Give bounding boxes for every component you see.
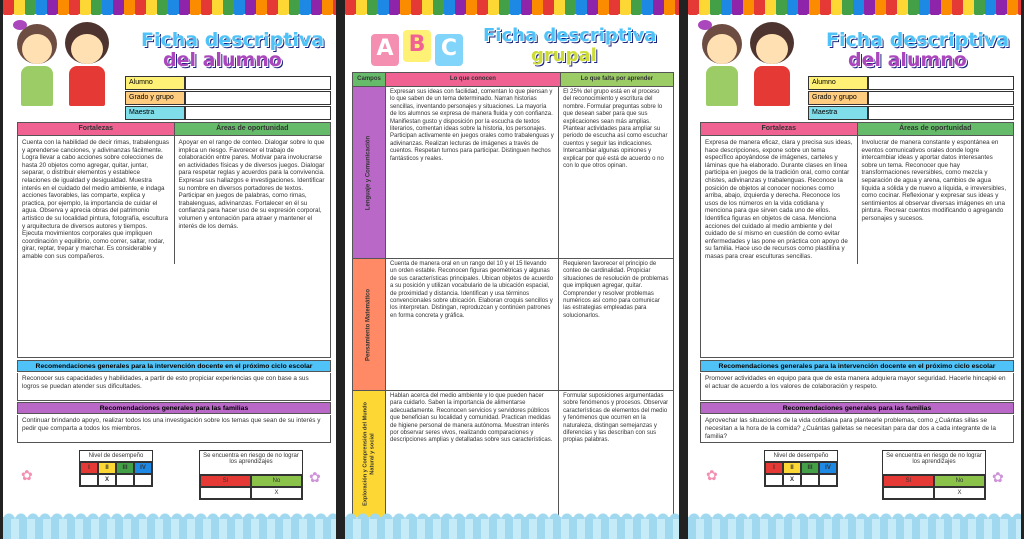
falta-header: Lo que falta por aprender <box>561 73 673 86</box>
student-sheet-left <box>3 0 336 539</box>
info-label-maestra: Maestra <box>808 106 868 120</box>
group-sheet <box>345 0 679 539</box>
oportunidad-header: Áreas de oportunidad <box>857 123 1014 136</box>
abc-block-c: C <box>435 34 463 66</box>
bunting-decoration <box>3 0 336 15</box>
nivel-i: I <box>765 462 783 474</box>
table-row <box>353 259 673 391</box>
nivel-label: Nivel de desempeño <box>764 450 838 461</box>
fortalezas-header: Fortalezas <box>701 123 857 136</box>
campos-header: Campos <box>353 73 386 86</box>
nivel-cell[interactable] <box>765 474 783 486</box>
nivel-i: I <box>80 462 98 474</box>
rec-docente-text: Promover actividades en equipo para que de esta manera adquiera mayor seguridad. Hacerle hincapié en el actuar de acuerdo a los valores de colaboración y respeto. <box>700 373 1014 401</box>
riesgo-label: Se encuentra en riesgo de no lograr los aprendizajes <box>199 450 303 474</box>
info-label-grado: Grado y grupo <box>808 91 868 105</box>
group-table <box>352 72 674 518</box>
nivel-cell[interactable] <box>116 474 134 486</box>
nivel-cell[interactable] <box>134 474 152 486</box>
no-label: No <box>934 475 985 487</box>
riesgo-box <box>199 450 303 500</box>
no-cell[interactable]: X <box>251 487 302 499</box>
info-label-alumno: Alumno <box>125 76 185 90</box>
nivel-desempeno <box>79 450 153 487</box>
strengths-card <box>17 122 331 358</box>
bottom-border <box>345 517 679 539</box>
nivel-cell[interactable] <box>80 474 98 486</box>
title-word: del alumno <box>848 49 967 71</box>
rec-familia-header: Recomendaciones generales para las familias <box>17 402 331 414</box>
title-word: Ficha descriptiva <box>826 29 1010 51</box>
conocen-cell: Cuenta de manera oral en un rango del 10 y el 15 llevando un orden estable. Reconocen figuras geométricas y algunas de sus características principales. Ubican objetos de acuerdo a su posición y utilizan vocabulario de la ubicación espacial, de proximidad y distancia. Identifican y usa términos convencionales sobre ubicación. Elaboran croquis sencillos y los interpretan. Distingan, reproduzcan y continúen patrones en forma concreta y gráfica. <box>386 259 559 390</box>
title-word: del alumno <box>163 49 282 71</box>
oportunidad-text: Involucrar de manera constante y espontánea en eventos comunicativos orales donde logre intercambiar ideas y aportar datos interesantes sobre un tema. Reconocer que hay transformaciones reversibles, como mezcla y separación de agua y arena, cambios de agua líquida a sólida y de nuevo a líquida, e irreversibles, como cocinar. Reflexionar y expresar sus ideas y sentimientos al observar diversas imágenes en una pintura. Recrear cuentos modificando o agregando personajes y sucesos. <box>857 136 1014 264</box>
nivel-label: Nivel de desempeño <box>79 450 153 461</box>
table-row <box>353 87 673 259</box>
kids-illustration <box>9 20 129 115</box>
nivel-iv: IV <box>134 462 152 474</box>
maestra-field[interactable] <box>868 106 1014 120</box>
title-word: grupal <box>531 45 597 66</box>
sheet-title <box>483 26 656 66</box>
campo-label: Exploración y Comprensión del Mundo Natural y social <box>362 402 375 506</box>
fortalezas-text: Expresa de manera eficaz, clara y precisa sus ideas, hace descripciones, expone sobre un tema específico apoyándose de imágenes, carteles y láminas que ha elaborado. Durante clases en línea participa en juegos de la tradición oral, como contar chistes, adivinanzas y trabalenguas. Reconoce la posición de objetos al conocer nociones como arriba, abajo, izquierda y derecha. Reconoce los usos de los números en la vida cotidiana y menciona para que sirven cada uno de ellos. Identifica figuras en objetos de casa. Menciona acciones del cuidado al medio ambiente y del cuidado de sí mismo en cuestión de como evitar enfermedades y las pone en práctica con apoyo de su familia. Hace uso de recursos como plastilina y masas para crear esculturas sencillas. <box>705 139 853 260</box>
rec-docente-text: Reconocer sus capacidades y habilidades, a partir de esto propiciar experiencias que con base a sus logros se puedan atender sus dificultades. <box>17 373 331 401</box>
si-cell[interactable] <box>200 487 251 499</box>
grado-field[interactable] <box>185 91 331 105</box>
maestra-field[interactable] <box>185 106 331 120</box>
rec-docente-header: Recomendaciones generales para la intervención docente en el próximo ciclo escolar <box>17 360 331 372</box>
bottom-border <box>3 517 336 539</box>
abc-block-a: A <box>371 34 399 66</box>
nivel-ii: II <box>98 462 116 474</box>
rec-familia-text: Aprovechar las situaciones de la vida cotidiana para plantearle problemas, como ¿Cuántas sillas se necesitan a la hora de la comida? ¿Cuántas galletas se necesitan para dar dos a cada integrante de la familia? <box>700 415 1014 443</box>
student-sheet-right <box>688 0 1021 539</box>
student-info <box>808 76 1014 121</box>
info-label-alumno: Alumno <box>808 76 868 90</box>
conocen-cell: Expresan sus ideas con facilidad, comentan lo que piensan y lo que saben de un tema determinado. Narran historias sencillas, inventando personajes y situaciones. La mayoría de los alumnos se expresa de manera fluida y con confianza. Manifiestan gusto y disposición por la escucha de textos literarios, comentan ideas sobre la historia, los personajes. Participan activamente en juegos orales como trabalenguas y adivinanzas. Realizan lecturas de imágenes a través de cuentos. Respetan turnos para participar. Distinguen hechos fantásticos y reales. <box>386 87 559 258</box>
flower-doodle: ✿ <box>21 468 33 484</box>
campo-label: Pensamiento Matemático <box>365 288 372 361</box>
info-label-maestra: Maestra <box>125 106 185 120</box>
oportunidad-text: Apoyar en el rango de conteo. Dialogar sobre lo que implica un riesgo. Favorecer el trabajo de colaboración entre pares. Motivar para involucrarse en actividades físicas y de diversos juegos. Dialogar para respetar reglas y acuerdos para la convivencia. Expresar sus hallazgos e investigaciones. Identificar su nombre en diversos portadores de textos. Participar en juegos de palabras, como rimas, trabalenguas, adivinanzas. Fortalecer en él su confianza para hacer uso de su expresión corporal, volumen y entonación para atraer y mantener el interés de los demás. <box>174 136 331 264</box>
abc-block-b: B <box>403 30 431 62</box>
nivel-ii: II <box>783 462 801 474</box>
campo-label: Lenguaje y Comunicación <box>365 135 372 210</box>
nivel-cell[interactable]: X <box>98 474 116 486</box>
rec-familia-header: Recomendaciones generales para las familias <box>700 402 1014 414</box>
campo-matematico <box>353 259 386 390</box>
fortalezas-text: Cuenta con la habilidad de decir rimas, trabalenguas y aprenderse canciones, y adivinanzas fácilmente. Logra llevar a cabo acciones sobre colecciones de hasta 20 objetos como agregar, quitar, juntar, separar, o distribuir elementos y establece relaciones de igualdad y desigualdad. Muestra interés en el cuidado del medio ambiente, e indaga acciones favorables, las comparte, explica y practica, por ejemplo, la importancia de cuidar el agua. Observa y aprecia obras del patrimonio artístico de su localidad pintura, fotografía, escultura y arquitectura de diversos autores y tiempos. Ejecuta movimientos corporales que impliquen coordinación y equilibrio, como correr, saltar, rodar, girar, reptar, trepar y marchar. Es considerable y amable con sus compañeros. <box>22 139 170 260</box>
grado-field[interactable] <box>868 91 1014 105</box>
bunting-decoration <box>345 0 679 15</box>
flower-doodle: ✿ <box>706 468 718 484</box>
flower-doodle: ✿ <box>992 470 1004 486</box>
si-label: Sí <box>200 475 251 487</box>
nivel-cell[interactable] <box>801 474 819 486</box>
bunting-decoration <box>688 0 1021 15</box>
no-label: No <box>251 475 302 487</box>
si-label: Sí <box>883 475 934 487</box>
no-cell[interactable]: X <box>934 487 985 499</box>
falta-cell: El 25% del grupo está en el proceso del reconocimiento y escritura del nombre. Formular preguntas sobre lo que desean saber para que sus explicaciones sean más amplias. Plantear actividades para ampliar su periodo de escucha así como escuchar cuentos y seguir las indicaciones. Intercambiar algunas opiniones y explicar por qué está de acuerdo o no con lo que otros opinan. <box>563 89 668 170</box>
rec-docente-header: Recomendaciones generales para la intervención docente en el próximo ciclo escolar <box>700 360 1014 372</box>
bottom-border <box>688 517 1021 539</box>
nivel-iii: III <box>801 462 819 474</box>
rec-familia-text: Continuar brindando apoyo, realizar todos los una investigación sobre los temas que sean de su interés y pedir que comparta a todos los miembros. <box>17 415 331 443</box>
table-row <box>353 391 673 517</box>
campo-lenguaje <box>353 87 386 258</box>
falta-cell: Requieren favorecer el principio de conteo de cardinalidad. Propiciar situaciones de resolución de problemas que impliquen agregar, quitar. Comprender y resolver problemas numéricos así como para comunicar las estrategias empleadas para solucionarlos. <box>563 261 669 319</box>
falta-cell: Formular suposiciones argumentadas sobre fenómenos y procesos. Observar características de elementos del medio y fenómenos que ocurren en la naturaleza, distingan semejanzas y diferencias y las describan con sus propias palabras. <box>563 393 669 444</box>
sheet-title <box>826 30 1009 70</box>
nivel-iii: III <box>116 462 134 474</box>
fortalezas-header: Fortalezas <box>18 123 174 136</box>
nivel-iv: IV <box>819 462 837 474</box>
alumno-field[interactable] <box>868 76 1014 90</box>
riesgo-box <box>882 450 986 500</box>
info-label-grado: Grado y grupo <box>125 91 185 105</box>
sheet-title <box>141 30 324 70</box>
riesgo-label: Se encuentra en riesgo de no lograr los aprendizajes <box>882 450 986 474</box>
oportunidad-header: Áreas de oportunidad <box>174 123 331 136</box>
alumno-field[interactable] <box>185 76 331 90</box>
title-word: Ficha descriptiva <box>483 25 657 46</box>
strengths-card <box>700 122 1014 358</box>
nivel-cell[interactable]: X <box>783 474 801 486</box>
nivel-cell[interactable] <box>819 474 837 486</box>
student-info <box>125 76 331 121</box>
conocen-header: Lo que conocen <box>386 73 561 86</box>
kids-illustration <box>694 20 814 115</box>
title-word: Ficha descriptiva <box>141 29 325 51</box>
nivel-desempeno <box>764 450 838 487</box>
flower-doodle: ✿ <box>309 470 321 486</box>
campo-exploracion <box>353 391 386 517</box>
si-cell[interactable] <box>883 487 934 499</box>
conocen-cell: Hablan acerca del medio ambiente y lo que pueden hacer para cuidarlo. Saben la importancia de alimentarse adecuadamente. Reconocen servicios y servidores públicos que benefician su localidad y comunidad. Practican medidas de higiene personal de manera autónoma. Muestran interés por observar seres vivos, realizando comparaciones y descripciones amplias y detalladas sobre sus características. <box>386 391 559 517</box>
